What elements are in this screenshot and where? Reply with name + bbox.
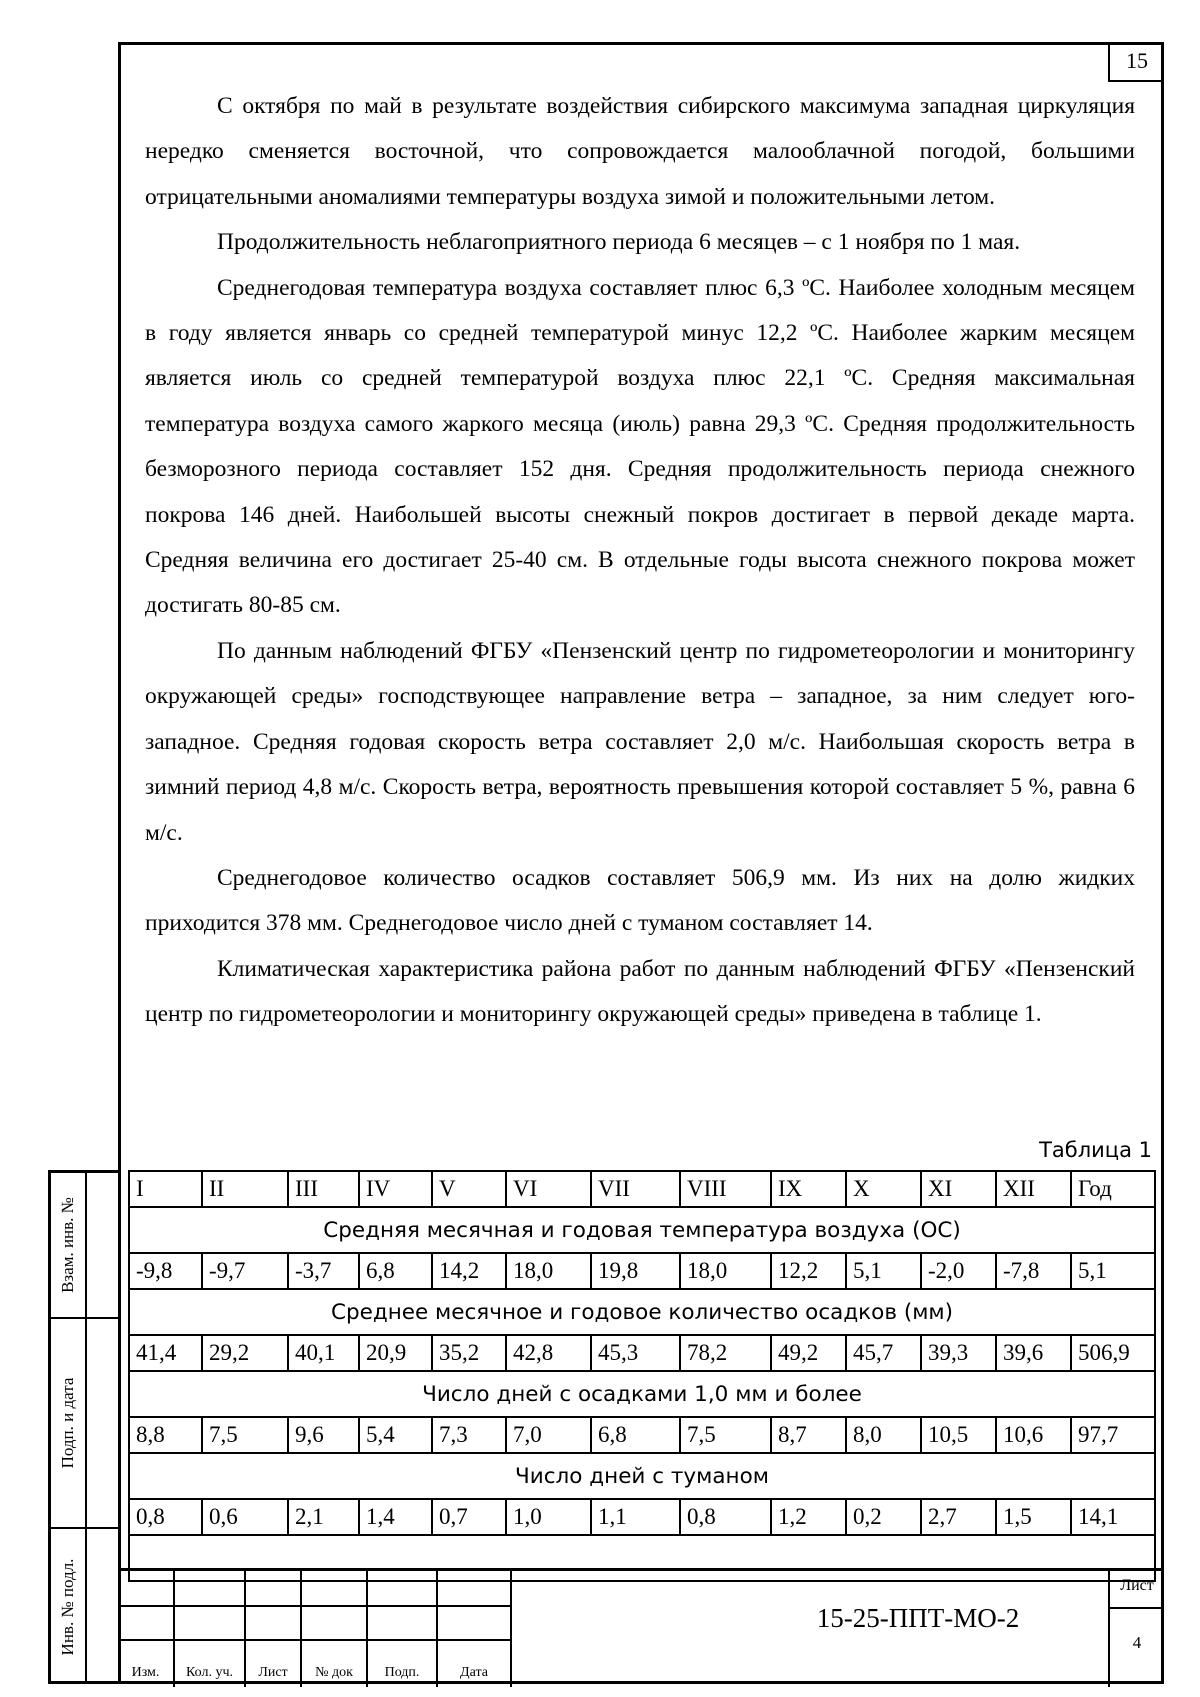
table-cell: 35,2 (432, 1335, 506, 1371)
paragraph-4: По данным наблюдений ФГБУ «Пензенский центр по гидрометеорологии и мониторингу окружающей среды» господствующее направление ветра – западное, за ним следует юго-западное. Средняя годовая скорость ветра составляет 2,0 м/с. Наибольшая скорость ветра в зимний период 4,8 м/с. Скорость ветра, вероятность превышения которой составляет 5 %, равна 6 м/с. (145, 637, 1135, 846)
column-header: XII (996, 1171, 1071, 1207)
climate-table (128, 1170, 1156, 1582)
table-row (129, 1499, 1155, 1535)
tb-label: Кол. уч. (186, 1665, 233, 1680)
table-cell: 5,4 (359, 1417, 432, 1453)
tb-col-sheet (246, 1571, 302, 1687)
table-cell: 9,6 (288, 1417, 359, 1453)
column-header: X (846, 1171, 921, 1207)
section-title-row (129, 1453, 1155, 1499)
table-cell: 1,1 (591, 1499, 680, 1535)
table-cell: 18,0 (680, 1253, 771, 1289)
table-cell: 97,7 (1071, 1417, 1155, 1453)
section-title-row (129, 1289, 1155, 1335)
column-header: IX (771, 1171, 846, 1207)
table-cell: 12,2 (771, 1253, 846, 1289)
column-header: V (432, 1171, 506, 1207)
title-block (118, 1568, 1164, 1684)
column-header: VII (591, 1171, 680, 1207)
table-cell: 39,6 (996, 1335, 1071, 1371)
left-strip (48, 1170, 118, 1684)
tb-col-doc (302, 1571, 368, 1687)
column-header: VIII (680, 1171, 771, 1207)
table-cell: 0,2 (846, 1499, 921, 1535)
table-cell: 506,9 (1071, 1335, 1155, 1371)
table-cell: 8,7 (771, 1417, 846, 1453)
table-cell: 10,5 (921, 1417, 996, 1453)
table-header-row (129, 1171, 1155, 1207)
table-cell: 2,7 (921, 1499, 996, 1535)
table-cell: 41,4 (129, 1335, 202, 1371)
section-title: Число дней с осадками 1,0 мм и более (129, 1371, 1155, 1417)
document-code: 15-25-ППТ-МО-2 (816, 1603, 1020, 1633)
table-cell: 6,8 (359, 1253, 432, 1289)
table-cell: 2,1 (288, 1499, 359, 1535)
tb-label: Дата (460, 1665, 488, 1680)
column-header: VI (506, 1171, 591, 1207)
table-cell: 42,8 (506, 1335, 591, 1371)
table-cell: 0,8 (129, 1499, 202, 1535)
table-cell: 1,4 (359, 1499, 432, 1535)
table-cell: 45,7 (846, 1335, 921, 1371)
table-cell: 19,8 (591, 1253, 680, 1289)
table-cell: 7,5 (202, 1417, 288, 1453)
strip-blank (87, 1319, 121, 1529)
table-cell: 14,2 (432, 1253, 506, 1289)
column-header: I (129, 1171, 202, 1207)
section-title-row (129, 1371, 1155, 1417)
column-header: Год (1071, 1171, 1155, 1207)
sheet-divider (1110, 1607, 1164, 1609)
table-cell: 5,1 (1071, 1253, 1155, 1289)
table-cell: -9,8 (129, 1253, 202, 1289)
table-cell: 8,0 (846, 1417, 921, 1453)
table-cell: 7,5 (680, 1417, 771, 1453)
tb-label: Изм. (131, 1665, 160, 1680)
sheet-number: 4 (1132, 1633, 1142, 1652)
table-row (129, 1417, 1155, 1453)
strip-blank (87, 1173, 121, 1319)
body-text (145, 84, 1135, 1038)
table-cell: 7,0 (506, 1417, 591, 1453)
table-cell: 5,1 (846, 1253, 921, 1289)
paragraph-3: Среднегодовая температура воздуха составляет плюс 6,3 ºС. Наиболее холодным месяцем в году является январь со средней температурой минус 12,2 ºС. Наиболее жарким месяцем является июль со средней температурой воздуха плюс 22,1 ºС. Средняя максимальная температура воздуха самого жаркого месяца (июль) равна 29,3 ºС. Средняя продолжительность безморозного периода составляет 152 дня. Средняя продолжительность периода снежного покрова 146 дней. Наибольшей высоты снежный покров достигает в первой декаде марта. Средняя величина его достигает 25-40 см. В отдельные годы высота снежного покрова может достигать 80-85 см. (145, 274, 1135, 619)
tb-row-line (118, 1605, 512, 1607)
strip-blank (87, 1529, 121, 1684)
section-title: Среднее месячное и годовое количество осадков (мм) (129, 1289, 1155, 1335)
table-cell: -2,0 (921, 1253, 996, 1289)
table-cell: 0,6 (202, 1499, 288, 1535)
table-cell: 40,1 (288, 1335, 359, 1371)
table-cell: 1,0 (506, 1499, 591, 1535)
table-cell: 0,8 (680, 1499, 771, 1535)
tb-col-count (175, 1571, 246, 1687)
strip-label: Взам. инв. № (58, 1197, 77, 1293)
column-header: XI (921, 1171, 996, 1207)
column-header: III (288, 1171, 359, 1207)
table-caption: Таблица 1 (1039, 1138, 1152, 1162)
table-cell: 29,2 (202, 1335, 288, 1371)
section-title-row (129, 1207, 1155, 1253)
page-number: 15 (1108, 42, 1164, 82)
table-cell: 10,6 (996, 1417, 1071, 1453)
table-cell: 39,3 (921, 1335, 996, 1371)
column-header: IV (359, 1171, 432, 1207)
column-header: II (202, 1171, 288, 1207)
tb-col-change (118, 1571, 175, 1687)
table-cell: 0,7 (432, 1499, 506, 1535)
tb-col-signature (368, 1571, 438, 1687)
table-cell: 8,8 (129, 1417, 202, 1453)
table-cell: 45,3 (591, 1335, 680, 1371)
strip-cell-replacement-inv (51, 1173, 87, 1319)
table-cell: 78,2 (680, 1335, 771, 1371)
table-cell: 7,3 (432, 1417, 506, 1453)
tb-col-date (438, 1571, 512, 1687)
strip-cell-original-inv (51, 1529, 87, 1684)
table-row (129, 1253, 1155, 1289)
table-row (129, 1335, 1155, 1371)
tb-row-line (118, 1639, 512, 1641)
table-cell: -7,8 (996, 1253, 1071, 1289)
table-cell: 1,2 (771, 1499, 846, 1535)
table-cell: 14,1 (1071, 1499, 1155, 1535)
table-cell: 20,9 (359, 1335, 432, 1371)
table-cell: 6,8 (591, 1417, 680, 1453)
paragraph-5: Среднегодовое количество осадков составляет 506,9 мм. Из них на долю жидких приходится 378 мм. Среднегодовое число дней с туманом составляет 14. (145, 864, 1135, 937)
paragraph-6: Климатическая характеристика района работ по данным наблюдений ФГБУ «Пензенский центр по гидрометеорологии и мониторингу окружающей среды» приведена в таблице 1. (145, 955, 1135, 1028)
strip-label: Подп. и дата (58, 1377, 77, 1469)
section-title: Средняя месячная и годовая температура воздуха (ОС) (129, 1207, 1155, 1253)
tb-label: № док (315, 1665, 353, 1680)
paragraph-1: С октября по май в результате воздействия сибирского максимума западная циркуляция нередко сменяется восточной, что сопровождается малооблачной погодой, большими отрицательными аномалиями температуры воздуха зимой и положительными летом. (145, 93, 1135, 210)
strip-cell-signature-date (51, 1319, 87, 1529)
tb-label: Подп. (384, 1665, 420, 1680)
section-title: Число дней с туманом (129, 1453, 1155, 1499)
table-cell: 49,2 (771, 1335, 846, 1371)
paragraph-2: Продолжительность неблагоприятного периода 6 месяцев – с 1 ноября по 1 мая. (217, 229, 1021, 256)
sheet-label: Лист (1120, 1577, 1154, 1594)
table-cell: 18,0 (506, 1253, 591, 1289)
strip-label: Инв. № подл. (58, 1558, 77, 1655)
sheet-box (1108, 1571, 1164, 1687)
tb-label: Лист (258, 1665, 288, 1680)
table-cell: 1,5 (996, 1499, 1071, 1535)
table-cell: -3,7 (288, 1253, 359, 1289)
table-cell: -9,7 (202, 1253, 288, 1289)
